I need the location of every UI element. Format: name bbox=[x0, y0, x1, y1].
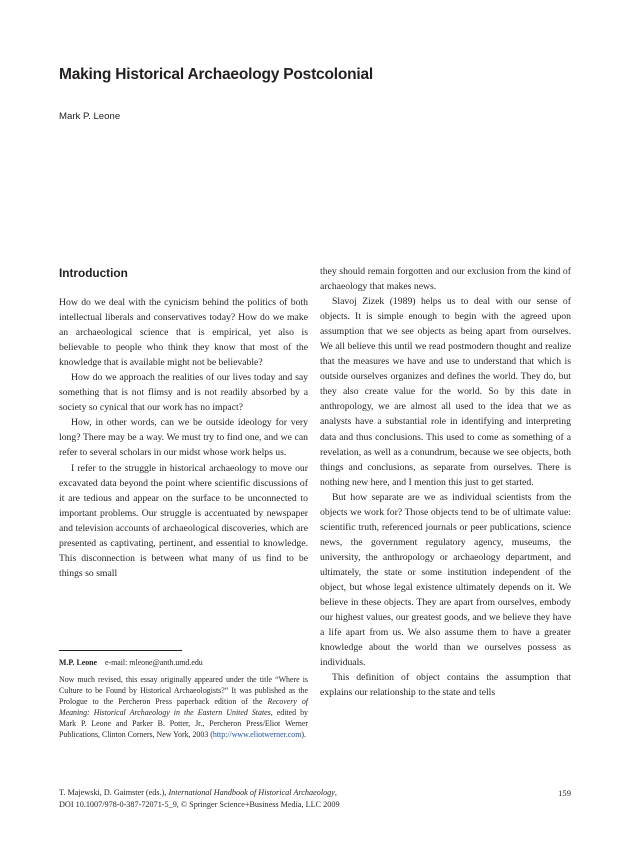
paragraph-7: But how separate are we as individual scientists from the objects we work for? Those objects tend to be of ultimate value: scientific truth, referenced journals or peer publications, science news, the government regulatory agency, museums, the university, the anthropology or archaeology department, and ultimately, the state or some institution independent of the object, but whose legal existence ultimately depends on it. We believe in these objects. They are apart from ourselves, embody our highest values, our greatest goods, and we believe they have a life apart from us. We also assume them to have a greater knowledge about the world than we ourselves possess as individuals. bbox=[320, 491, 571, 669]
left-column bbox=[59, 264, 308, 581]
paragraph-1: How do we deal with the cynicism behind the politics of both intellectual liberals and conservatives today? How do we make an archaeological science that is empirical, yet also is believable to people who think they know that most of the knowledge that is available might not be believable? bbox=[59, 297, 308, 369]
paragraph-2: How do we approach the realities of our lives today and say something that is not flimsy and is not readily absorbed by a society so cynical that our work has no impact? bbox=[59, 372, 308, 414]
citation-editors: T. Majewski, D. Gaimster (eds.), bbox=[59, 788, 169, 797]
footnote-note bbox=[59, 674, 308, 740]
footnote-text-part: , edited by Mark P. Leone and Parker B. Potter, Jr., Percheron Press/Eliot Werner Publications, Clinton Corners, New York, 2003 ( bbox=[59, 708, 309, 739]
citation-line bbox=[59, 787, 571, 799]
paragraph-5: they should remain forgotten and our exclusion from the kind of archaeology that makes news. bbox=[320, 266, 571, 293]
paragraph-3: How, in other words, can we be outside ideology for very long? There may be a way. We must try to find one, and we can refer to several scholars in our midst whose work helps us. bbox=[59, 417, 308, 459]
footnote bbox=[59, 657, 308, 740]
footnote-author: M.P. Leone bbox=[59, 658, 98, 667]
right-column bbox=[320, 264, 571, 700]
chapter-title: Making Historical Archaeology Postcolonial bbox=[59, 66, 374, 83]
paragraph-6: Slavoj Zizek (1989) helps us to deal with our sense of objects. It is simple enough to begin with the agreed upon assumption that we see objects as being apart from ourselves. We all believe this until we read postmodern thought and realize that the measures we have and use to understand that which is outside ourselves organizes and defines the world. They do, but they also create value for the world. So by this date in anthropology, we are almost all used to the idea that we as analysts have a substantial role in identifying and interpreting data and thus conclusions. This used to come as something of a revelation, as well as a conundrum, because we see objects, both things and conclusions, as separate from ourselves. There is nothing new here, and I mention this just to get started. bbox=[320, 296, 571, 488]
doi-line: DOI 10.1007/978-0-387-72071-5_9, © Springer Science+Business Media, LLC 2009 bbox=[59, 800, 340, 809]
paragraph-8: This definition of object contains the assumption that explains our relationship to the state and tells bbox=[320, 672, 571, 699]
citation-punct: , bbox=[334, 788, 337, 797]
email-label: e-mail: bbox=[104, 658, 128, 667]
footnote-text-part: ). bbox=[301, 730, 306, 739]
paragraph-4: I refer to the struggle in historical archaeology to move our excavated data beyond the point where scientific discussions of it are tedious and appear on the surface to be unconnected to important problems. Our struggle is accentuated by newspaper and television accounts of archaeological discoveries, which are presented as captivating, pertinent, and essential to knowledge. This disconnection is between what many of us find to be things so small bbox=[59, 462, 308, 579]
author-email[interactable]: mleone@anth.umd.edu bbox=[129, 658, 203, 667]
book-title: Recovery of Meaning: Historical Archaeology in the Eastern United States bbox=[59, 697, 308, 717]
footnote-text-part: Now much revised, this essay originally appeared under the title “Where is Culture to be Found by Historical Archaeologists?” It was published as the Prologue to the Percheron Press paperback edition of the bbox=[59, 675, 308, 706]
footnote-divider bbox=[59, 650, 182, 651]
section-heading: Introduction bbox=[59, 266, 128, 280]
citation-book: International Handbook of Historical Archaeology bbox=[168, 788, 335, 797]
page-footer bbox=[59, 787, 571, 811]
publisher-link[interactable]: http://www.eliotwerner.com bbox=[212, 730, 302, 739]
chapter-author: Mark P. Leone bbox=[59, 111, 121, 122]
page-number: 159 bbox=[558, 788, 571, 798]
